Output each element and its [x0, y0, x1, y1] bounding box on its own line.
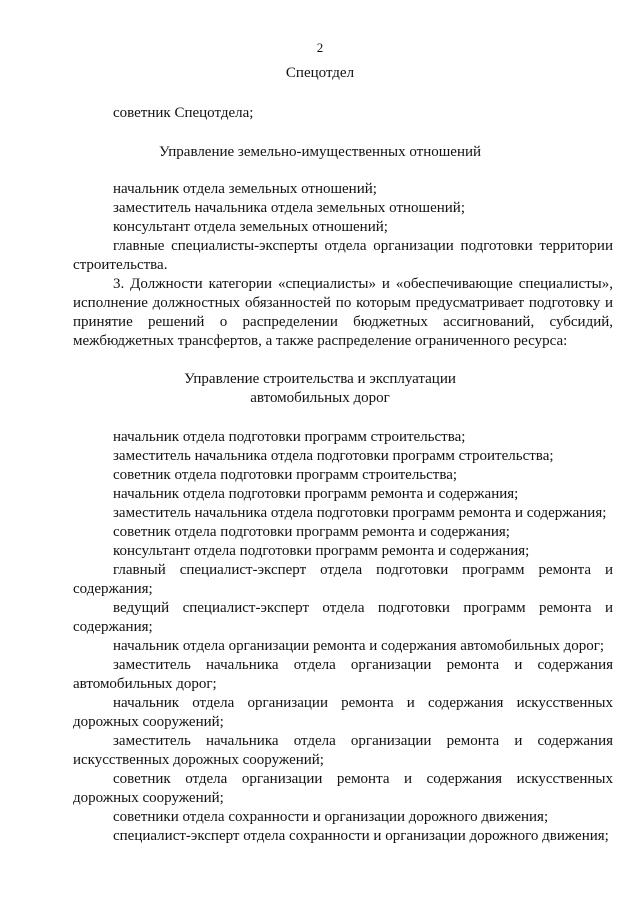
- list-item: советник отдела подготовки программ строительства;: [113, 467, 458, 483]
- list-item: консультант отдела подготовки программ ремонта и содержания;: [113, 543, 530, 559]
- heading-special-dept: Спецотдел: [285, 65, 355, 81]
- list-item: начальник отдела подготовки программ строительства;: [113, 429, 466, 445]
- list-item: специалист-эксперт отдела сохранности и организации дорожного движения;: [113, 828, 609, 844]
- list-item: заместитель начальника отдела организации ремонта и содержания автомобильных дорог;: [73, 657, 613, 692]
- list-item: начальник отдела подготовки программ ремонта и содержания;: [113, 486, 519, 502]
- list-item: главный специалист-эксперт отдела подготовки программ ремонта и содержания;: [73, 562, 613, 597]
- list-item: советник Спецотдела;: [113, 105, 254, 121]
- list-item: начальник отдела организации ремонта и содержания автомобильных дорог;: [113, 638, 605, 654]
- heading-road-dept-line2: автомобильных дорог: [250, 390, 390, 406]
- list-item: советник отдела подготовки программ ремонта и содержания;: [113, 524, 510, 540]
- list-item: советники отдела сохранности и организации дорожного движения;: [113, 809, 549, 825]
- list-item: главные специалисты-эксперты отдела организации подготовки территории строительства.: [73, 238, 613, 273]
- list-item: заместитель начальника отдела земельных отношений;: [113, 200, 466, 216]
- list-item: ведущий специалист-эксперт отдела подготовки программ ремонта и содержания;: [73, 600, 613, 635]
- heading-road-dept-line1: Управление строительства и эксплуатации: [184, 371, 456, 387]
- paragraph-3: 3. Должности категории «специалисты» и «обеспечивающие специалисты», исполнение должностных обязанностей по которым предусматривает подготовку и принятие решений о распределении бюджетных ассигнований, субсидий, межбюджетных трансфертов, а также распределение ограниченного ресурса:: [73, 276, 613, 349]
- list-item: начальник отдела земельных отношений;: [113, 181, 377, 197]
- list-item: заместитель начальника отдела подготовки программ строительства;: [113, 448, 554, 464]
- list-item: заместитель начальника отдела организации ремонта и содержания искусственных дорожных сооружений;: [73, 733, 613, 768]
- list-item: советник отдела организации ремонта и содержания искусственных дорожных сооружений;: [73, 771, 613, 806]
- list-item: начальник отдела организации ремонта и содержания искусственных дорожных сооружений;: [73, 695, 613, 730]
- heading-land-dept: Управление земельно-имущественных отношений: [158, 144, 482, 160]
- page-number: 2: [316, 40, 324, 55]
- list-item: консультант отдела земельных отношений;: [113, 219, 388, 235]
- list-item: заместитель начальника отдела подготовки программ ремонта и содержания;: [113, 505, 607, 521]
